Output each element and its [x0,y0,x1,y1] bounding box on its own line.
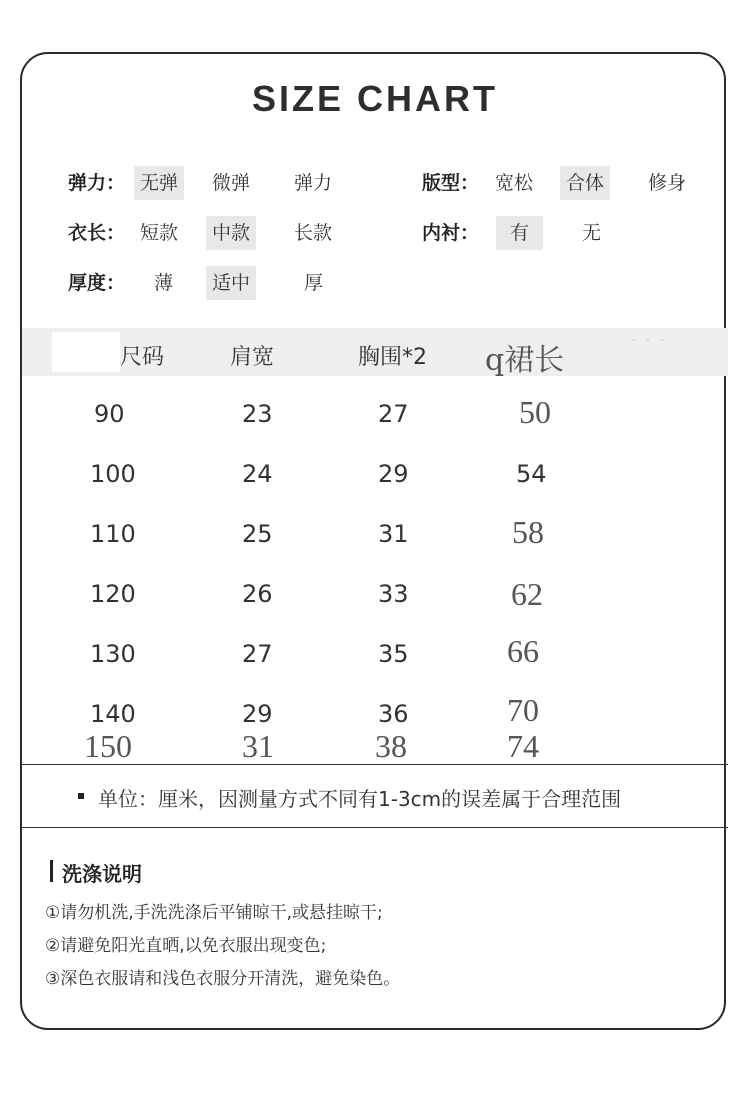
attr-option-selected: 有 [496,216,543,250]
attr-option-selected: 适中 [206,266,256,300]
header-trail-dots: · · · [632,336,668,347]
cell-size: 140 [90,700,136,728]
cell-size: 130 [90,640,136,668]
washing-item: ①请勿机洗,手洗洗涤后平铺晾干,或悬挂晾干; [45,903,383,923]
attr-label: 衣长： [68,222,126,244]
attr-label: 版型： [422,172,480,194]
cell-chest: 29 [378,460,409,488]
attr-label: 内衬： [422,222,480,244]
attr-label: 厚度： [68,272,126,294]
cell-length: 54 [516,460,547,488]
attr-option: 弹力 [294,172,333,194]
divider-bottom [22,827,728,828]
unit-note: 单位：厘米，因测量方式不同有1-3cm的误差属于合理范围 [98,787,622,811]
cell-size: 120 [90,580,136,608]
attr-option: 厚 [304,272,324,294]
cell-chest: 33 [378,580,409,608]
attr-option: 长款 [294,222,333,244]
cell-size: 110 [90,520,136,548]
cell-size: 100 [90,460,136,488]
cell-length: 66 [507,633,539,669]
cell-shoulder: 23 [242,400,273,428]
cell-shoulder: 26 [242,580,273,608]
attr-label: 弹力： [68,172,126,194]
col-header-size: 尺码 [120,345,165,370]
divider-top [22,764,728,765]
cell-shoulder: 25 [242,520,273,548]
cell-chest: 31 [378,520,409,548]
note-bullet-icon [78,793,84,799]
cell-chest: 38 [375,728,407,764]
cell-length: 58 [512,514,544,550]
cell-chest: 35 [378,640,409,668]
attr-option: 微弹 [212,172,251,194]
cell-shoulder: 31 [242,728,274,764]
cell-size: 150 [84,728,132,764]
col-header-shoulder: 肩宽 [230,345,275,370]
cell-length: 74 [507,728,539,764]
cell-length: 70 [507,692,539,728]
attr-option-selected: 无弹 [134,166,184,200]
attr-option: 短款 [140,222,179,244]
page-title: SIZE CHART [252,78,498,119]
cell-shoulder: 27 [242,640,273,668]
washing-item: ③深色衣服请和浅色衣服分开清洗，避免染色。 [45,969,401,989]
col-header-chest: 胸围*2 [358,345,427,370]
attr-option-selected: 合体 [560,166,610,200]
cell-shoulder: 29 [242,700,273,728]
cell-length: 50 [519,394,551,430]
washing-title: 洗涤说明 [62,862,142,886]
cell-shoulder: 24 [242,460,273,488]
cell-chest: 36 [378,700,409,728]
col-header-skirt-length: q裙长 [485,343,565,378]
attr-option: 宽松 [495,172,534,194]
attr-option: 修身 [648,172,687,194]
attr-option: 薄 [154,272,174,294]
washing-item: ②请避免阳光直晒,以免衣服出现变色; [45,936,327,956]
cell-chest: 27 [378,400,409,428]
cell-length: 62 [511,576,543,612]
header-mask [52,332,120,372]
section-marker [50,860,53,882]
cell-size: 90 [94,400,125,428]
attr-option: 无 [582,222,602,244]
attr-option-selected: 中款 [206,216,256,250]
